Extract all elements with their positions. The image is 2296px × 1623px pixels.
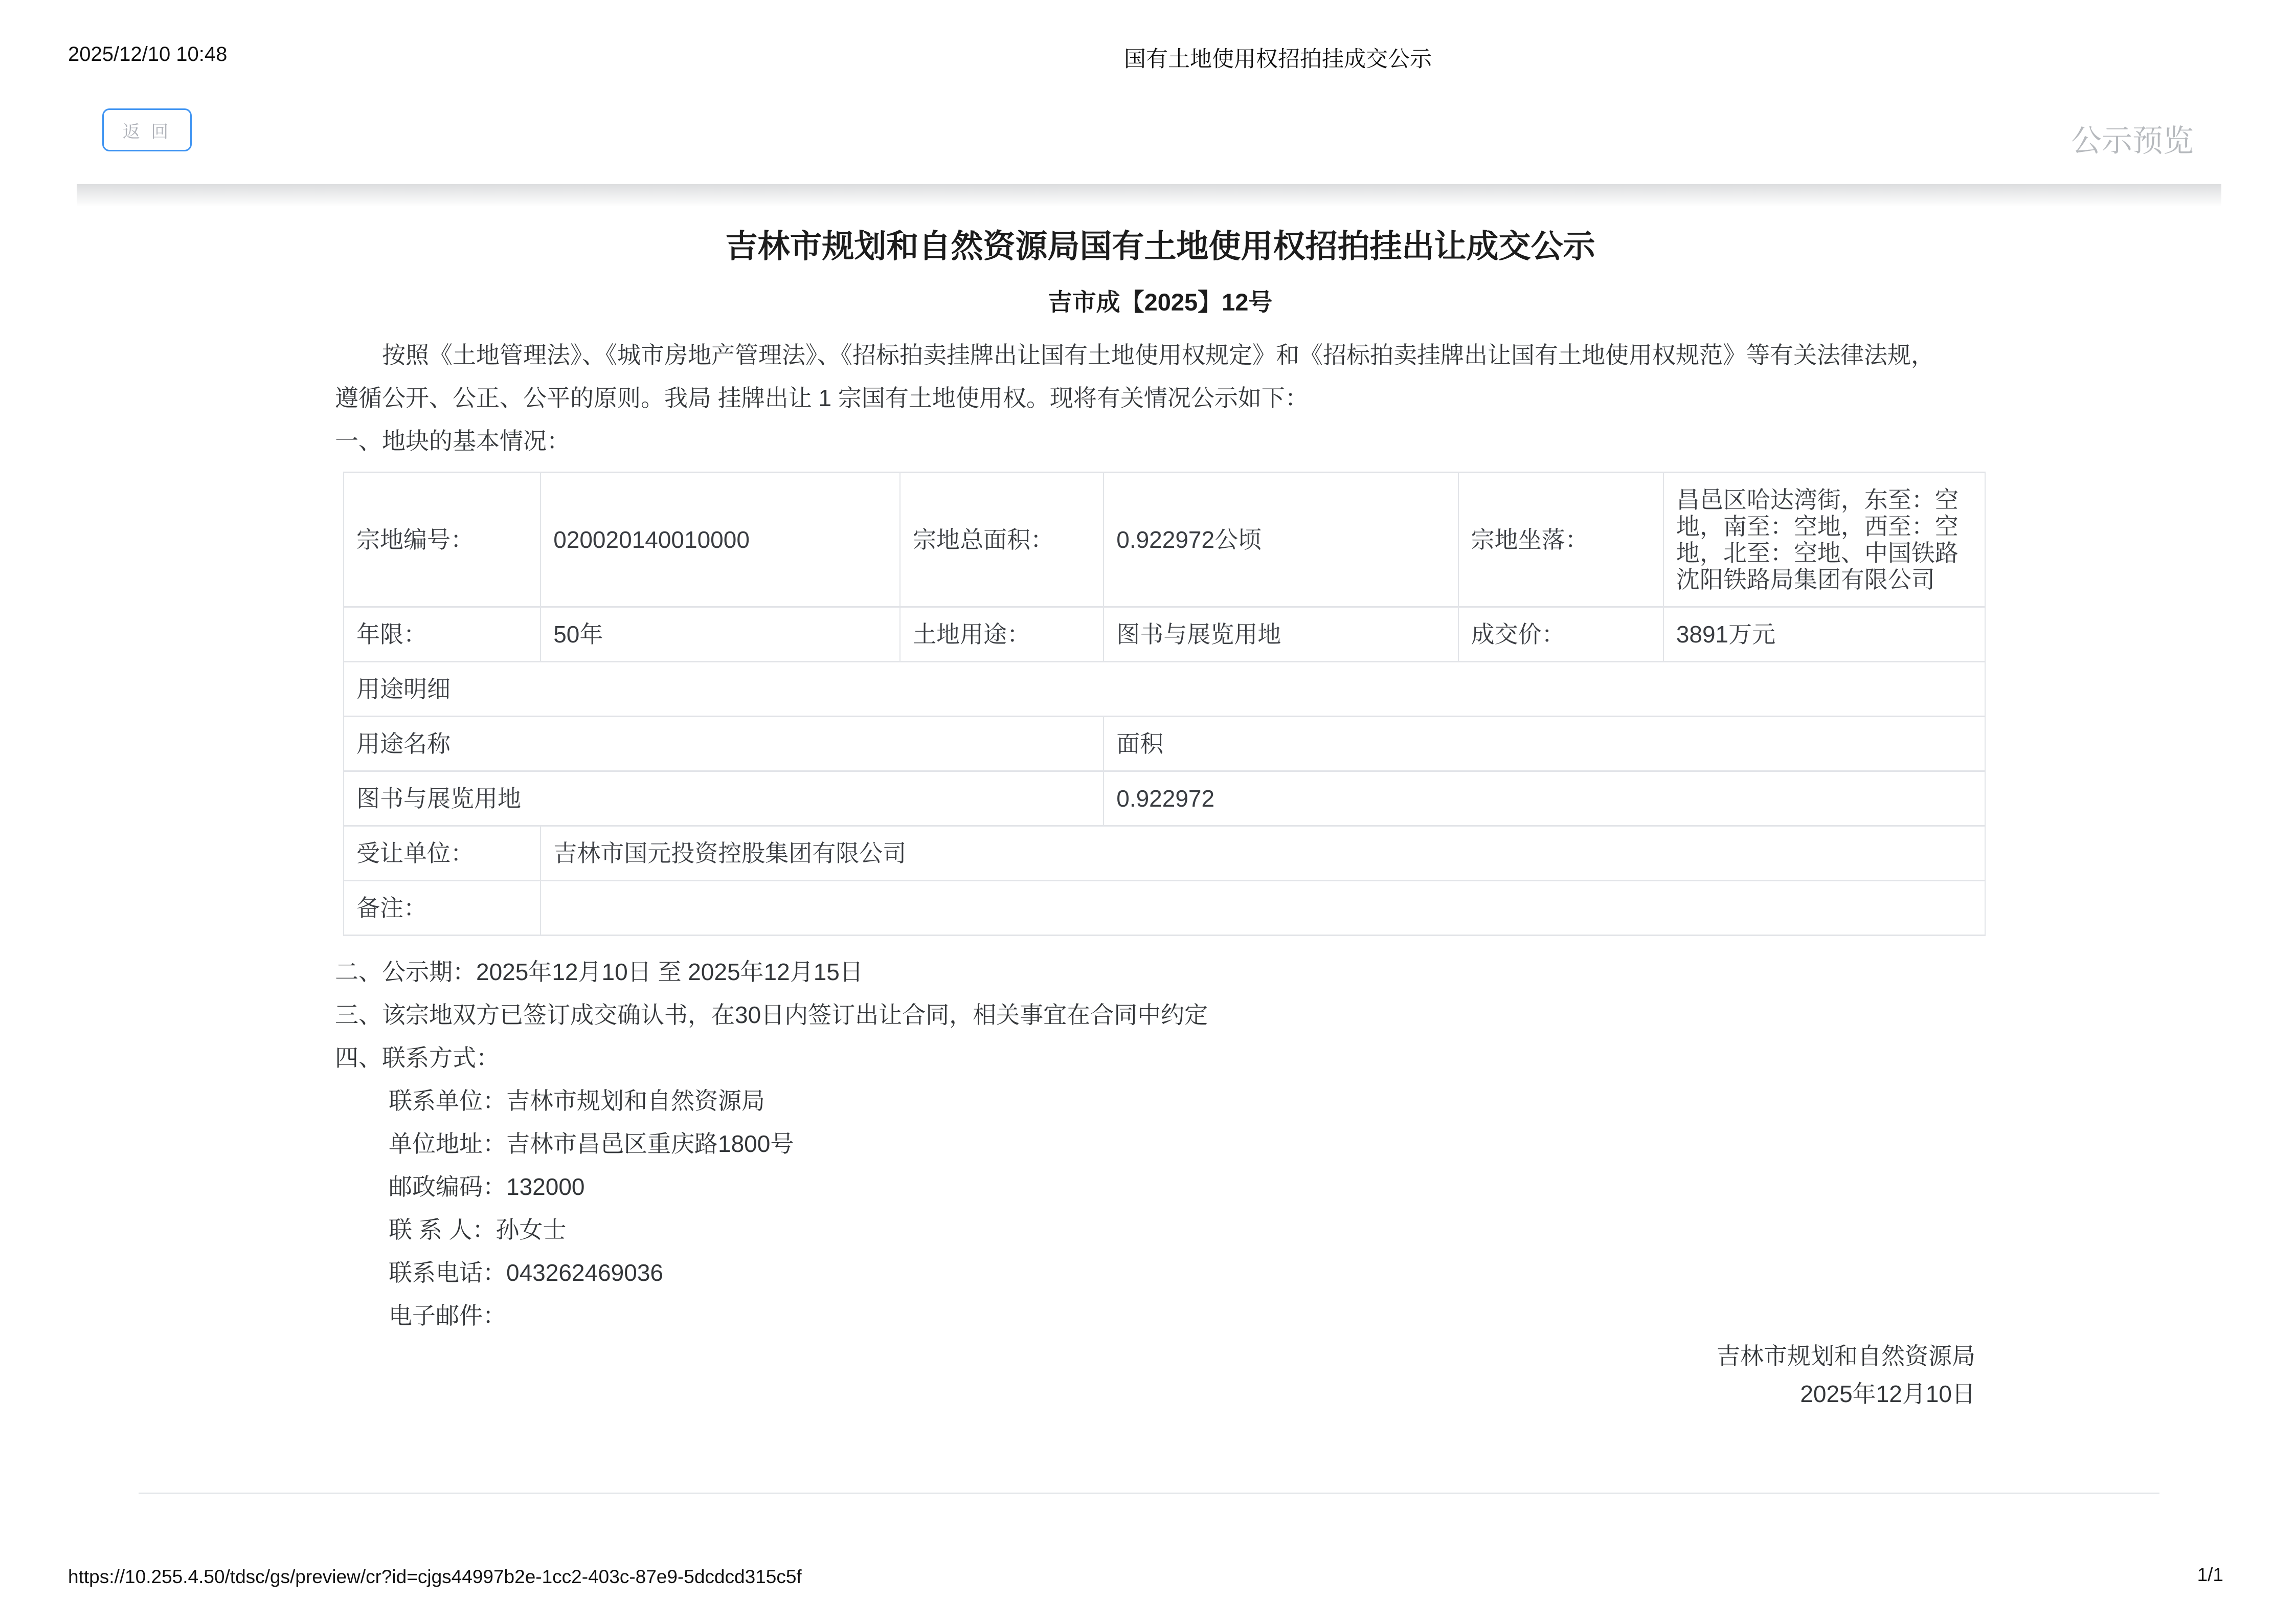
- signature-block: [335, 1337, 1986, 1413]
- table-row: [344, 881, 1985, 936]
- parcel-number-value: 020020140010000: [541, 473, 900, 607]
- preview-watermark-label: 公示预览: [2071, 124, 2194, 158]
- intro-paragraph: 按照《土地管理法》、《城市房地产管理法》、《招标拍卖挂牌出让国有土地使用权规定》和《招标拍卖挂牌出让国有土地使用权规范》等有关法律法规，遵循公开、公正、公平的原则。我局 挂牌出让 1 宗国有土地使用权。现将有关情况公示如下：: [335, 342, 1934, 411]
- contact-person: 联 系 人：孙女士: [389, 1216, 567, 1243]
- usage-name-value: 图书与展览用地: [344, 771, 1104, 826]
- land-use-label: 土地用途：: [900, 607, 1104, 662]
- total-area-label: 宗地总面积：: [900, 473, 1104, 607]
- transferee-value: 吉林市国元投资控股集团有限公司: [541, 826, 1985, 881]
- table-row: [344, 473, 1985, 607]
- contact-block: [389, 1079, 1986, 1337]
- contact-phone: 联系电话：043262469036: [389, 1259, 663, 1286]
- tenure-value: 50年: [541, 607, 900, 662]
- announcement-document: [335, 225, 1986, 1413]
- deal-price-label: 成交价：: [1458, 607, 1663, 662]
- table-row: [344, 771, 1985, 826]
- usage-name-header: 用途名称: [344, 717, 1104, 771]
- contact-address: 单位地址：吉林市昌邑区重庆路1800号: [389, 1130, 794, 1157]
- table-row: [344, 662, 1985, 717]
- remarks-value: [541, 881, 1985, 936]
- contact-unit: 联系单位：吉林市规划和自然资源局: [389, 1087, 765, 1114]
- print-header-title: 国有土地使用权招拍挂成交公示: [1124, 47, 1432, 72]
- table-row: [344, 717, 1985, 771]
- table-row: [344, 826, 1985, 881]
- document-title: 吉林市规划和自然资源局国有土地使用权招拍挂出让成交公示: [725, 229, 1595, 264]
- location-value: 昌邑区哈达湾街，东至：空地，南至：空地，西至：空地，北至：空地、中国铁路沈阳铁路局集团有限公司: [1663, 473, 1985, 607]
- section1-heading: 一、地块的基本情况：: [335, 428, 570, 454]
- section3-contract-note: 三、该宗地双方已签订成交确认书，在30日内签订出让合同，相关事宜在合同中约定: [335, 1002, 1208, 1028]
- parcel-info-table: [343, 472, 1986, 936]
- document-bottom-divider: [139, 1493, 2159, 1494]
- contact-postcode: 邮政编码：132000: [389, 1173, 585, 1200]
- preview-top-shadow: [77, 184, 2221, 207]
- signature-date: 2025年12月10日: [1800, 1381, 1975, 1407]
- document-number: 吉市成【2025】12号: [1048, 288, 1273, 316]
- usage-area-value: 0.922972: [1104, 771, 1985, 826]
- area-header: 面积: [1104, 717, 1985, 771]
- land-use-value: 图书与展览用地: [1104, 607, 1458, 662]
- tenure-label: 年限：: [344, 607, 541, 662]
- print-footer-url: https://10.255.4.50/tdsc/gs/preview/cr?id=cjgs44997b2e-1cc2-403c-87e9-5dcdcd315c5f: [68, 1566, 802, 1587]
- deal-price-value: 3891万元: [1663, 607, 1985, 662]
- signature-org: 吉林市规划和自然资源局: [1717, 1343, 1975, 1369]
- print-footer-page-number: 1/1: [2197, 1564, 2223, 1585]
- parcel-number-label: 宗地编号：: [344, 473, 541, 607]
- transferee-label: 受让单位：: [344, 826, 541, 881]
- section2-publicity-period: 二、公示期：2025年12月10日 至 2025年12月15日: [335, 959, 863, 985]
- print-datetime: 2025/12/10 10:48: [68, 43, 228, 65]
- total-area-value: 0.922972公顷: [1104, 473, 1458, 607]
- usage-detail-heading: 用途明细: [344, 662, 1985, 717]
- back-button[interactable]: 返 回: [102, 108, 192, 151]
- remarks-label: 备注：: [344, 881, 541, 936]
- location-label: 宗地坐落：: [1458, 473, 1663, 607]
- section4-heading: 四、联系方式：: [335, 1044, 500, 1071]
- contact-email: 电子邮件：: [389, 1302, 506, 1329]
- table-row: [344, 607, 1985, 662]
